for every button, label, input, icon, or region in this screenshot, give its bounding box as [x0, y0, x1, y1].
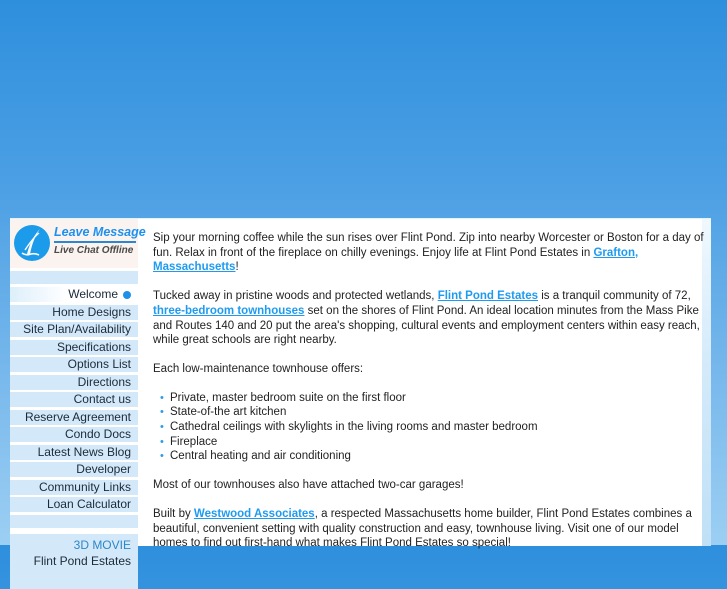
- sidebar-item-home-designs[interactable]: [10, 305, 138, 320]
- sidebar-item-loan-calculator[interactable]: [10, 497, 138, 512]
- sidebar-spacer: [10, 271, 138, 284]
- live-chat-quill-icon: [13, 224, 51, 262]
- sidebar-item-specifications[interactable]: [10, 340, 138, 355]
- sidebar-spacer: [10, 515, 138, 528]
- content-paragraph: [153, 362, 705, 377]
- sidebar-item-label: Specifications: [56, 339, 131, 354]
- content-text: , a respected Massachusetts home builder, Flint Pond Estates combines a beautiful, convenient setting with quality construction and easy, townhouse living. Visit one of our model homes to find out first-hand what makes Flint Pond Estates so special!: [153, 507, 692, 550]
- content-text: Each low-maintenance townhouse offers:: [153, 362, 364, 375]
- content-link[interactable]: Westwood Associates: [193, 507, 315, 520]
- content-link[interactable]: three-bedroom townhouses: [153, 304, 305, 317]
- sidebar-item-label: Home Designs: [52, 304, 131, 319]
- sidebar-item-latest-news-blog[interactable]: [10, 445, 138, 460]
- sidebar-item-label: Options List: [67, 357, 131, 371]
- content-text: Built by: [153, 507, 194, 520]
- sidebar-item-label: Reserve Agreement: [24, 409, 131, 424]
- content-card: [10, 218, 711, 568]
- active-page-dot-icon: [123, 291, 131, 299]
- sidebar-item-developer[interactable]: [10, 462, 138, 477]
- sidebar-item-label: Contact us: [73, 392, 131, 406]
- sidebar-item-label: Directions: [77, 374, 131, 389]
- sidebar-footer: [10, 534, 138, 589]
- sidebar-item-options-list[interactable]: [10, 357, 138, 372]
- feature-list-item: • State-of-the art kitchen: [160, 405, 705, 420]
- content-link[interactable]: Flint Pond Estates: [437, 290, 539, 303]
- content-paragraph: [153, 231, 705, 275]
- content-paragraph: [153, 289, 705, 348]
- content-paragraph: [153, 478, 705, 493]
- live-chat-title[interactable]: Leave Message: [54, 225, 136, 243]
- feature-list-item: • Cathedral ceilings with skylights in the living rooms and master bedroom: [160, 420, 705, 435]
- live-chat-status: Live Chat Offline: [54, 245, 134, 256]
- 3d-movie-caption: Flint Pond Estates: [33, 554, 131, 568]
- sidebar-menu: [10, 287, 138, 512]
- feature-list: [153, 391, 705, 465]
- feature-list-item: • Central heating and air conditioning: [160, 449, 705, 464]
- sidebar-item-label: Latest News Blog: [37, 444, 131, 459]
- sidebar-item-label: Community Links: [38, 479, 131, 494]
- 3d-movie-link[interactable]: 3D MOVIE: [73, 538, 131, 552]
- sidebar-item-condo-docs[interactable]: [10, 427, 138, 442]
- content-text: set on the shores of Flint Pond. An ideal location minutes from the Mass Pike and Routes 140 and 20 put the area's shopping, cultural events and employment centers within easy reach, while great schools are right nearby.: [153, 304, 700, 347]
- sidebar-item-label: Site Plan/Availability: [23, 322, 131, 336]
- content-text: Tucked away in pristine woods and protected wetlands,: [153, 290, 438, 303]
- sidebar-item-label: Condo Docs: [64, 427, 131, 441]
- live-chat-widget[interactable]: [10, 219, 146, 268]
- main-content: [153, 231, 705, 565]
- feature-list-item: • Fireplace: [160, 435, 705, 450]
- sidebar-item-label: Developer: [76, 462, 131, 476]
- feature-list-item: • Private, master bedroom suite on the first floor: [160, 391, 705, 406]
- sidebar-item-directions[interactable]: [10, 375, 138, 390]
- sidebar-item-welcome[interactable]: [10, 287, 138, 302]
- content-text: Most of our townhouses also have attached two-car garages!: [153, 479, 464, 492]
- sidebar: [10, 219, 146, 589]
- content-text: Sip your morning coffee while the sun rises over Flint Pond. Zip into nearby Worcester or Boston for a day of fun. Relax in front of the fireplace on chilly evenings. Enjoy life at Flint Pond Estates in: [153, 232, 704, 259]
- sidebar-item-community-links[interactable]: [10, 480, 138, 495]
- sidebar-item-label: Loan Calculator: [46, 497, 131, 511]
- content-paragraph: [153, 507, 705, 551]
- content-link[interactable]: Grafton, Massachusetts: [153, 246, 639, 274]
- content-text: is a tranquil community of 72,: [538, 290, 691, 303]
- sidebar-item-reserve-agreement[interactable]: [10, 410, 138, 425]
- sidebar-item-contact-us[interactable]: [10, 392, 138, 407]
- sidebar-item-label: Welcome: [68, 287, 118, 301]
- content-text: !: [235, 261, 239, 274]
- sidebar-item-site-plan-availability[interactable]: [10, 322, 138, 337]
